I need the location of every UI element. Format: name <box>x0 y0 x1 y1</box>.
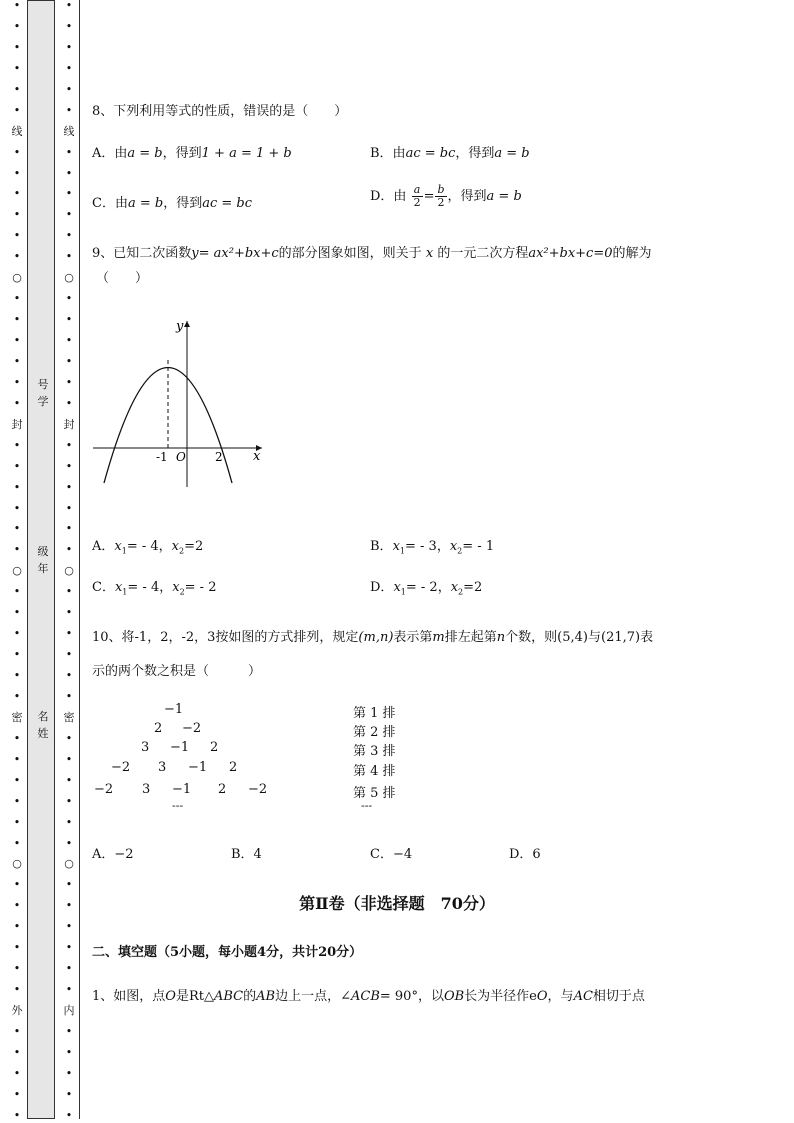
q9-option-d[interactable]: D．$x_1= - 2$，$x_2=2$ <box>370 580 483 597</box>
tri-r4-2: 3 <box>158 760 167 775</box>
inner-circle-3: ○ <box>64 857 74 871</box>
fill-blank-section-title: 二、填空题（5小题，每小题4分，共计20分） <box>92 945 363 960</box>
binding-margin <box>0 0 82 1121</box>
q10-option-a[interactable]: A．−2 <box>92 847 134 862</box>
q10-option-d[interactable]: D．6 <box>509 847 541 862</box>
tri-r5-4: 2 <box>218 782 227 797</box>
q9-option-c[interactable]: C．$x_1= - 4$，$x_2= - 2$ <box>92 580 217 597</box>
tri-r5-2: 3 <box>142 782 151 797</box>
part-two-title: 第Ⅱ卷（非选择题 70分） <box>299 894 495 913</box>
tri-continuation: --- <box>172 799 184 812</box>
q9-option-b[interactable]: B．$x_1= - 3$，$x_2= - 1$ <box>370 539 495 556</box>
tri-r5-5: −2 <box>248 782 268 797</box>
tri-r4-3: −1 <box>188 760 208 775</box>
outer-circle-1: ○ <box>12 271 22 285</box>
inner-circle-1: ○ <box>64 271 74 285</box>
row-label-continuation: --- <box>361 799 373 812</box>
tri-r4-4: 2 <box>229 760 238 775</box>
inner-mark-feng: 封 <box>63 417 75 431</box>
q9-paren: （ ） <box>96 271 149 286</box>
q9-option-a[interactable]: A．$x_1= - 4$，$x_2=2$ <box>92 539 204 556</box>
tri-r3-2: −1 <box>170 740 190 755</box>
q10-stem-line2: 示的两个数之积是（ ） <box>92 664 262 679</box>
q8-stem: 8、下列利用等式的性质，错误的是（ ） <box>92 104 348 119</box>
field-name: 名 姓 <box>37 710 49 740</box>
q9-stem: 9、已知二次函数y= ax²+bx+c的部分图象如图，则关于 x 的一元二次方程ax²+bx+c=0的解为 <box>92 246 652 261</box>
q10-stem-line1: 10、将-1，2，-2，3按如图的方式排列，规定(m,n)表示第m排左起第n个数，则(5,4)与(21,7)表 <box>92 630 654 645</box>
tri-r5-1: −2 <box>94 782 114 797</box>
x-axis-label: x <box>253 449 261 464</box>
inner-circle-2: ○ <box>64 564 74 578</box>
tick-neg1: -1 <box>156 450 168 464</box>
tri-r2-1: 2 <box>154 721 163 736</box>
tri-r5-3: −1 <box>172 782 192 797</box>
inner-mark-nei: 内 <box>63 1004 75 1017</box>
fraction-a-over-2: $\frac{a}{2}$ <box>413 183 421 209</box>
q10-option-c[interactable]: C．−4 <box>370 847 413 862</box>
row-label-1: 第 1 排 <box>353 706 396 721</box>
field-student-id: 号 学 <box>37 378 49 408</box>
tri-r2-2: −2 <box>182 721 202 736</box>
outer-circle-3: ○ <box>12 857 22 871</box>
inner-mark-xian: 线 <box>63 124 75 138</box>
q8-option-b[interactable]: B．由ac = bc，得到a = b <box>370 146 530 161</box>
row-label-2: 第 2 排 <box>353 725 396 740</box>
field-class: 级 年 <box>37 545 49 575</box>
outer-mark-xian: 线 <box>11 124 23 138</box>
fill-q1-stem: 1、如图，点O是Rt△ABC的AB边上一点，∠ACB= 90°，以OB长为半径作eO，与AC相切于点 <box>92 989 645 1004</box>
inner-mark-mi: 密 <box>63 710 75 724</box>
outer-circle-2: ○ <box>12 564 22 578</box>
outer-mark-feng: 封 <box>11 417 23 431</box>
q10-option-b[interactable]: B．4 <box>231 847 262 862</box>
tri-r4-1: −2 <box>111 760 131 775</box>
inner-dot-column: • • • • • • 线 • • • • • • ○ • • • • • • 封 • • • • • • ○ • • • • • • 密 • • • • • • ○ • • • • • • 内 • • • • • <box>63 0 75 1122</box>
row-label-4: 第 4 排 <box>353 764 396 779</box>
row-label-3: 第 3 排 <box>353 744 396 759</box>
q8-option-a[interactable]: A．由a = b，得到1 + a = 1 + b <box>92 146 292 161</box>
q8-option-d[interactable]: D．由 $\frac{a}{2}$ = $\frac{b}{2}$ ，得到a = b <box>370 183 522 209</box>
tri-r1-1: −1 <box>164 702 184 717</box>
tick-2: 2 <box>215 450 223 464</box>
tri-r3-1: 3 <box>141 740 150 755</box>
q9-parabola-graph <box>90 315 270 495</box>
outer-mark-mi: 密 <box>11 710 23 724</box>
fraction-b-over-2: $\frac{b}{2}$ <box>437 183 445 209</box>
outer-dot-column: • • • • • • 线 • • • • • • ○ • • • • • • 封 • • • • • • ○ • • • • • • 密 • • • • • • ○ • • • • • • 外 • • • • • <box>11 0 23 1122</box>
origin-label: O <box>176 450 186 464</box>
row-label-5: 第 5 排 <box>353 786 396 801</box>
y-axis-label: y <box>176 319 184 334</box>
tri-r3-3: 2 <box>210 740 219 755</box>
q8-option-c[interactable]: C．由a = b，得到ac = bc <box>92 196 252 211</box>
outer-mark-wai: 外 <box>11 1004 23 1017</box>
